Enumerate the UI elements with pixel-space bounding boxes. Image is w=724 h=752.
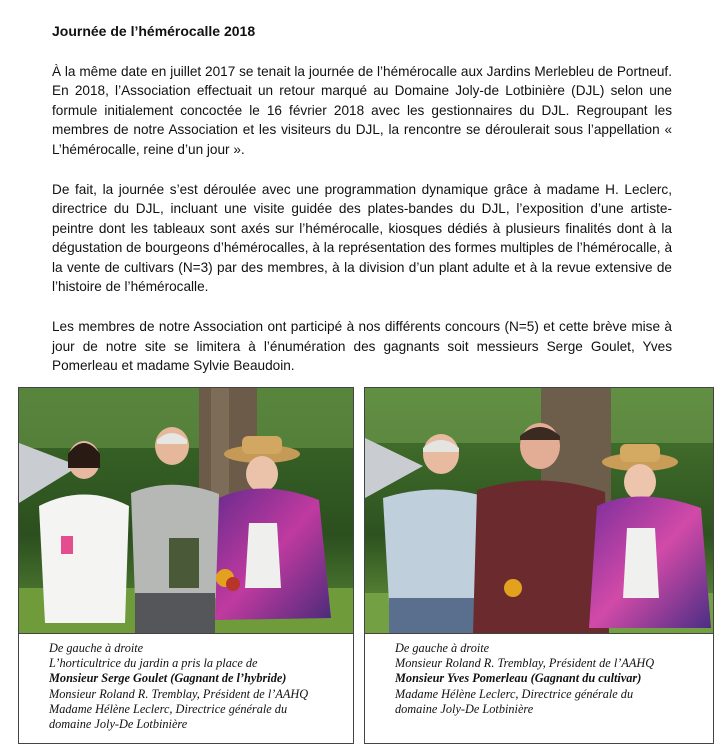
caption-left-line1: De gauche à droite (49, 641, 144, 655)
caption-left-line2: L’horticultrice du jardin a pris la place de (49, 656, 258, 671)
paragraph-winners: Les membres de notre Association ont participé à nos différents concours (N=5) et cette brève mise à jour de notre site se limitera à l’énumération des gagnants soit messieurs Serge Goulet, Yves Pomerleau et madame Sylvie Beaudoin. (52, 319, 672, 374)
caption-left-line3: Monsieur Serge Goulet (Gagnant de l’hybride) (49, 671, 287, 686)
photo-left (18, 387, 354, 634)
caption-right-line4: Madame Hélène Leclerc, Directrice générale du (395, 686, 634, 701)
article (52, 22, 672, 397)
caption-left (18, 634, 354, 744)
photo-left-image (19, 388, 353, 633)
photo-block-right (364, 387, 714, 744)
caption-left-line4: Monsieur Roland R. Tremblay, Président de l’AAHQ (49, 686, 309, 701)
caption-right-line5: domaine Joly-De Lotbinière (395, 701, 534, 716)
photo-block-left (18, 387, 354, 744)
caption-right-line3: Monsieur Yves Pomerleau (Gagnant du cultivar) (395, 671, 642, 686)
caption-left-line5: Madame Hélène Leclerc, Directrice générale du (49, 701, 288, 716)
photo-right (364, 387, 714, 634)
caption-left-line6: domaine Joly-De Lotbinière (49, 717, 188, 732)
caption-right (364, 634, 714, 744)
paragraph-program: De fait, la journée s’est déroulée avec une programmation dynamique grâce à madame H. Leclerc, directrice du DJL, incluant une visite guidée des plates-bandes du DJL, l’exposition d’une artiste-peintre dont les tableaux sont axés sur l’hémérocalle, kiosques dédiés à plusieurs finalités dont à la dégustation de bourgeons d’hémérocalles, à la représentation des formes multiples de l’hémérocalle, à la vente de cultivars (N=3) par des membres, à la division d’un plant adulte et à la revue extensive de l’histoire de l’hémérocalle. (52, 182, 672, 295)
article-title: Journée de l’hémérocalle 2018 (52, 23, 256, 39)
photo-right-image (365, 388, 713, 633)
caption-right-line1: De gauche à droite (395, 641, 490, 655)
caption-right-line2: Monsieur Roland R. Tremblay, Président de l’AAHQ (395, 656, 655, 671)
paragraph-intro: À la même date en juillet 2017 se tenait la journée de l’hémérocalle aux Jardins Merlebleu de Portneuf. En 2018, l’Association effectuait un retour marqué au Domaine Joly-de Lotbinière (DJL) selon une formule initialement concoctée le 16 février 2018 avec les gestionnaires du DJL. Regroupant les membres de notre Association et les visiteurs du DJL, la rencontre se déroulerait sous l’appellation « L’hémérocalle, reine d’un jour ». (52, 64, 672, 157)
